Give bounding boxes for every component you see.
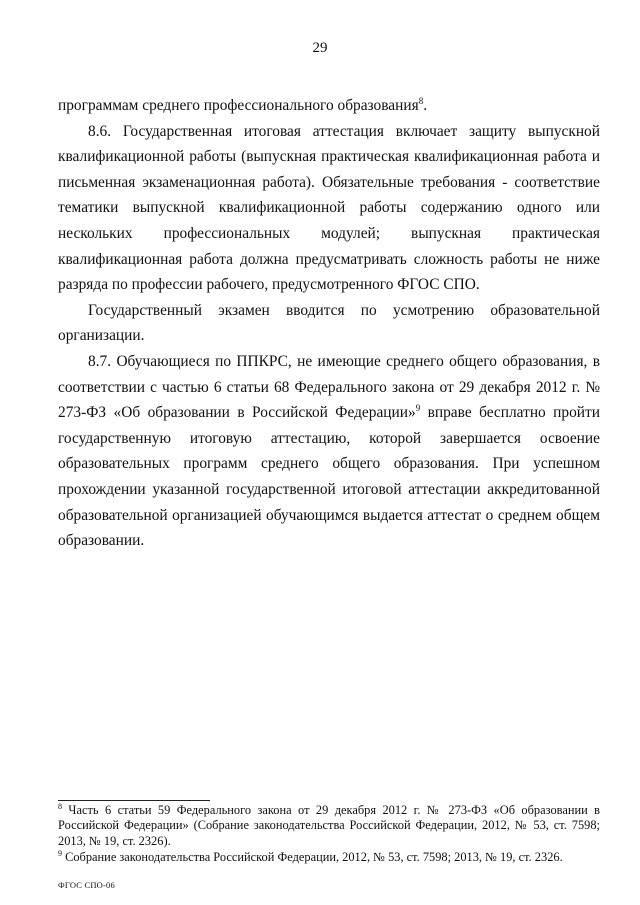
paragraph-8-6-text: 8.6. Государственная итоговая аттестация включает защиту выпускной квалификационной работы (выпускная практическая квалификационная работа и письменная экзаменационная работа). Обязательные требования - соответствие тематики выпускной квалификационной работы содержанию одного или нескольких профессиональных модулей; выпускная практическая квалификационная работа должна предусматривать сложность работы не ниже разряда по профессии рабочего, предусмотренного ФГОС СПО. (58, 122, 600, 294)
footnote-9-text: Собрание законодательства Российской Федерации, 2012, № 53, ст. 7598; 2013, № 19, ст. 2326. (62, 850, 563, 865)
footnote-ref-8: 8 (418, 96, 424, 106)
footnote-8-text: Часть 6 статьи 59 Федерального закона от 29 декабря 2012 г. № 273-ФЗ «Об образовании в Российской Федерации» (Собрание законодательства Российской Федерации, 2012, № 53, ст. 7598; 2013, № 19, ст. 2326). (58, 803, 600, 848)
paragraph-1-text: программам среднего профессионального образования (58, 97, 419, 114)
paragraph-8-7-text: 8.7. Обучающиеся по ППКРС, не имеющие среднего общего образования, в соответствии с частью 6 статьи 68 Федерального закона от 29 декабря 2012 г. № 273-ФЗ «Об образовании в Российской Федерации» (58, 352, 600, 422)
paragraph-state-exam (58, 298, 600, 349)
footnote-8-number: 8 (58, 802, 62, 811)
page-number: 29 (312, 40, 328, 56)
paragraph-8-7 (58, 349, 600, 554)
paragraph-8-7-tail: вправе бесплатно пройти государственную итоговую аттестацию, которой завершается освоение образовательных программ среднего общего образования. При успешном прохождении указанной государственной итоговой аттестации аккредитованной образовательной организацией обучающимся выдается аттестат о среднем общем образовании. (58, 404, 601, 550)
footnote-9 (58, 850, 600, 865)
footnote-ref-9: 9 (415, 403, 421, 414)
footnote-9-number: 9 (58, 849, 62, 859)
paragraph-8-6 (58, 119, 600, 298)
footnotes (58, 803, 600, 867)
footnote-divider (58, 800, 210, 801)
body-text (58, 93, 600, 554)
footnote-8 (58, 803, 600, 849)
paragraph-1-tail: . (423, 97, 428, 114)
paragraph-1 (58, 93, 600, 119)
document-code: ФГОС СПО-06 (58, 880, 115, 890)
paragraph-state-exam-text: Государственный экзамен вводится по усмотрению образовательной организации. (58, 301, 600, 345)
